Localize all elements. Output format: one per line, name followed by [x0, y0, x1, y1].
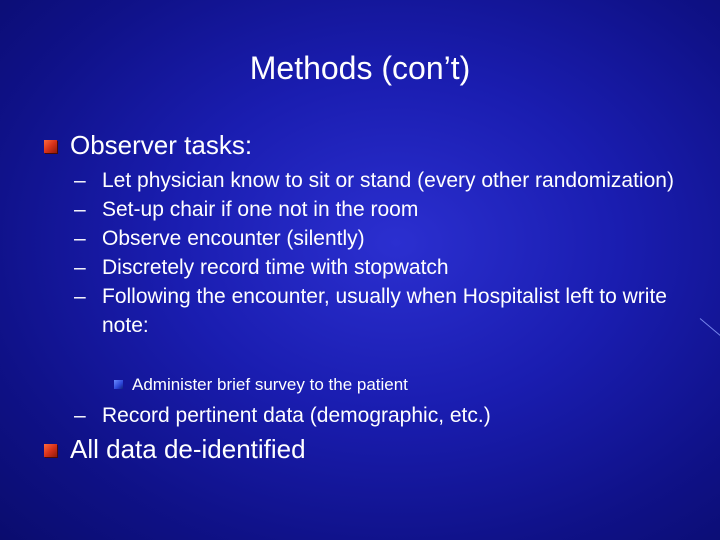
task-text: Set-up chair if one not in the room: [102, 198, 419, 221]
task-text: Discretely record time with stopwatch: [102, 256, 449, 279]
list-item: [74, 224, 684, 253]
list-item: [74, 166, 684, 195]
task-text: Following the encounter, usually when Hospitalist left to write note:: [102, 285, 667, 337]
dash-marker: –: [74, 227, 86, 250]
decorative-line: [700, 318, 720, 344]
red-square-bullet-icon: [44, 140, 57, 153]
slide-title: Methods (con’t): [249, 50, 471, 86]
sub-bullet-text: Administer brief survey to the patient: [132, 375, 408, 394]
list-item: [74, 195, 684, 224]
dash-marker: –: [74, 285, 86, 308]
task-text: Let physician know to sit or stand (every other randomization): [102, 169, 674, 192]
dash-marker: –: [74, 198, 86, 221]
task-list: [74, 166, 684, 340]
task-text: Record pertinent data (demographic, etc.): [102, 404, 491, 427]
dash-marker: –: [74, 169, 86, 192]
bullet-label: Observer tasks:: [70, 130, 253, 160]
list-item: [74, 282, 684, 340]
dash-marker: –: [74, 256, 86, 279]
list-item: [74, 253, 684, 282]
bullet-observer-tasks: [44, 130, 710, 160]
blue-square-bullet-icon: [114, 380, 123, 389]
dash-marker: –: [74, 404, 86, 427]
bullet-label: All data de-identified: [70, 434, 306, 464]
sub-bullet-survey: [114, 374, 408, 396]
red-square-bullet-icon: [44, 444, 57, 457]
bullet-data-deidentified: [44, 434, 710, 464]
task-list-continued: [74, 401, 684, 430]
task-text: Observe encounter (silently): [102, 227, 365, 250]
list-item: [74, 401, 684, 430]
